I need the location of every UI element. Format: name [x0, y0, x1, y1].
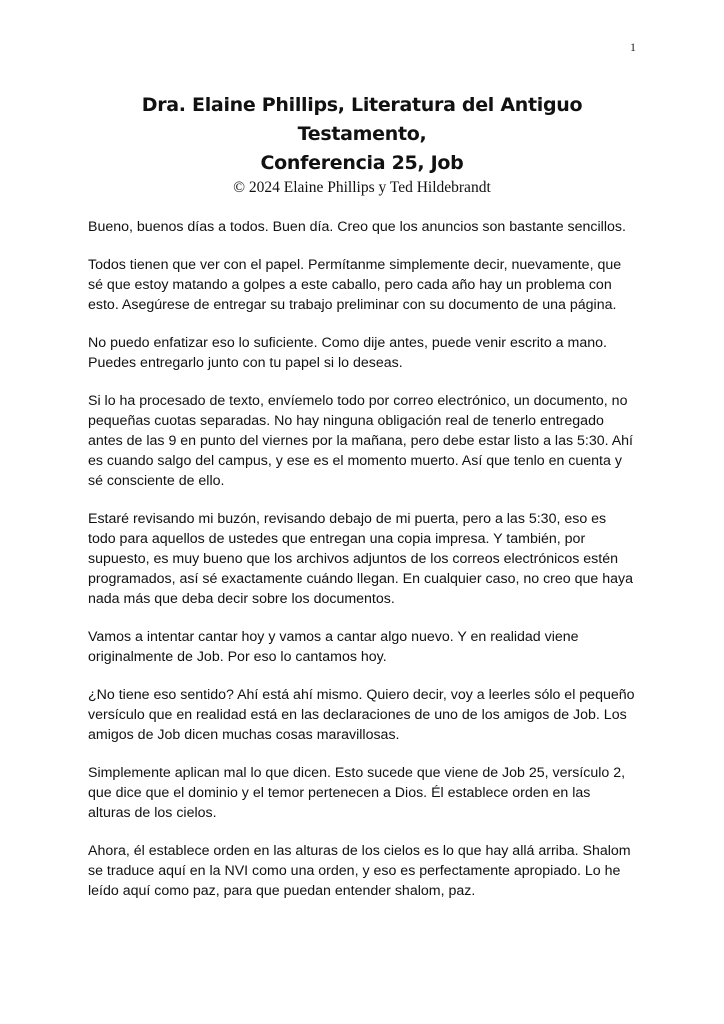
title-line-3: Conferencia 25, Job: [260, 152, 464, 174]
title-line-2: Testamento,: [297, 123, 427, 145]
paragraph-5: Estaré revisando mi buzón, revisando debajo de mi puerta, pero a las 5:30, eso es todo para aquellos de ustedes que entregan una copia impresa. Y también, por supuesto, es muy bueno que los archivos adjuntos de los correos electrónicos estén programados, así sé exactamente cuándo llegan. En cualquier caso, no creo que haya nada más que deba decir sobre los documentos.: [88, 511, 633, 607]
paragraph-4: Si lo ha procesado de texto, envíemelo todo por correo electrónico, un documento, no pequeñas cuotas separadas. No hay ninguna obligación real de tenerlo entregado antes de las 9 en punto del viernes por la mañana, pero debe estar listo a las 5:30. Ahí es cuando salgo del campus, y ese es el momento muerto. Así que tenlo en cuenta y sé consciente de ello.: [88, 393, 633, 489]
body-text: [88, 217, 636, 919]
paragraph-7: ¿No tiene eso sentido? Ahí está ahí mismo. Quiero decir, voy a leerles sólo el pequeño versículo que en realidad está en las declaraciones de uno de los amigos de Job. Los amigos de Job dicen muchas cosas maravillosas.: [88, 687, 635, 743]
paragraph-9: Ahora, él establece orden en las alturas de los cielos es lo que hay allá arriba. Shalom se traduce aquí en la NVI como una orden, y eso es perfectamente apropiado. Lo he leído aquí como paz, para que puedan entender shalom, paz.: [88, 843, 631, 899]
title-block: [88, 91, 636, 197]
paragraph-8: Simplemente aplican mal lo que dicen. Esto sucede que viene de Job 25, versículo 2, que dice que el dominio y el temor pertenecen a Dios. Él establece orden en las alturas de los cielos.: [88, 765, 626, 821]
copyright-line: © 2024 Elaine Phillips y Ted Hildebrandt: [233, 179, 491, 196]
paragraph-2: Todos tienen que ver con el papel. Permítanme simplemente decir, nuevamente, que sé que estoy matando a golpes a este caballo, pero cada año hay un problema con esto. Asegúrese de entregar su trabajo preliminar con su documento de una página.: [88, 257, 622, 313]
paragraph-3: No puedo enfatizar eso lo suficiente. Como dije antes, puede venir escrito a mano. Puedes entregarlo junto con tu papel si lo deseas.: [88, 335, 607, 371]
paragraph-1: Bueno, buenos días a todos. Buen día. Creo que los anuncios son bastante sencillos.: [88, 219, 626, 235]
title-line-1: Dra. Elaine Phillips, Literatura del Antiguo: [141, 94, 583, 116]
page-number: 1: [630, 40, 636, 54]
paragraph-6: Vamos a intentar cantar hoy y vamos a cantar algo nuevo. Y en realidad viene originalmente de Job. Por eso lo cantamos hoy.: [88, 629, 579, 665]
